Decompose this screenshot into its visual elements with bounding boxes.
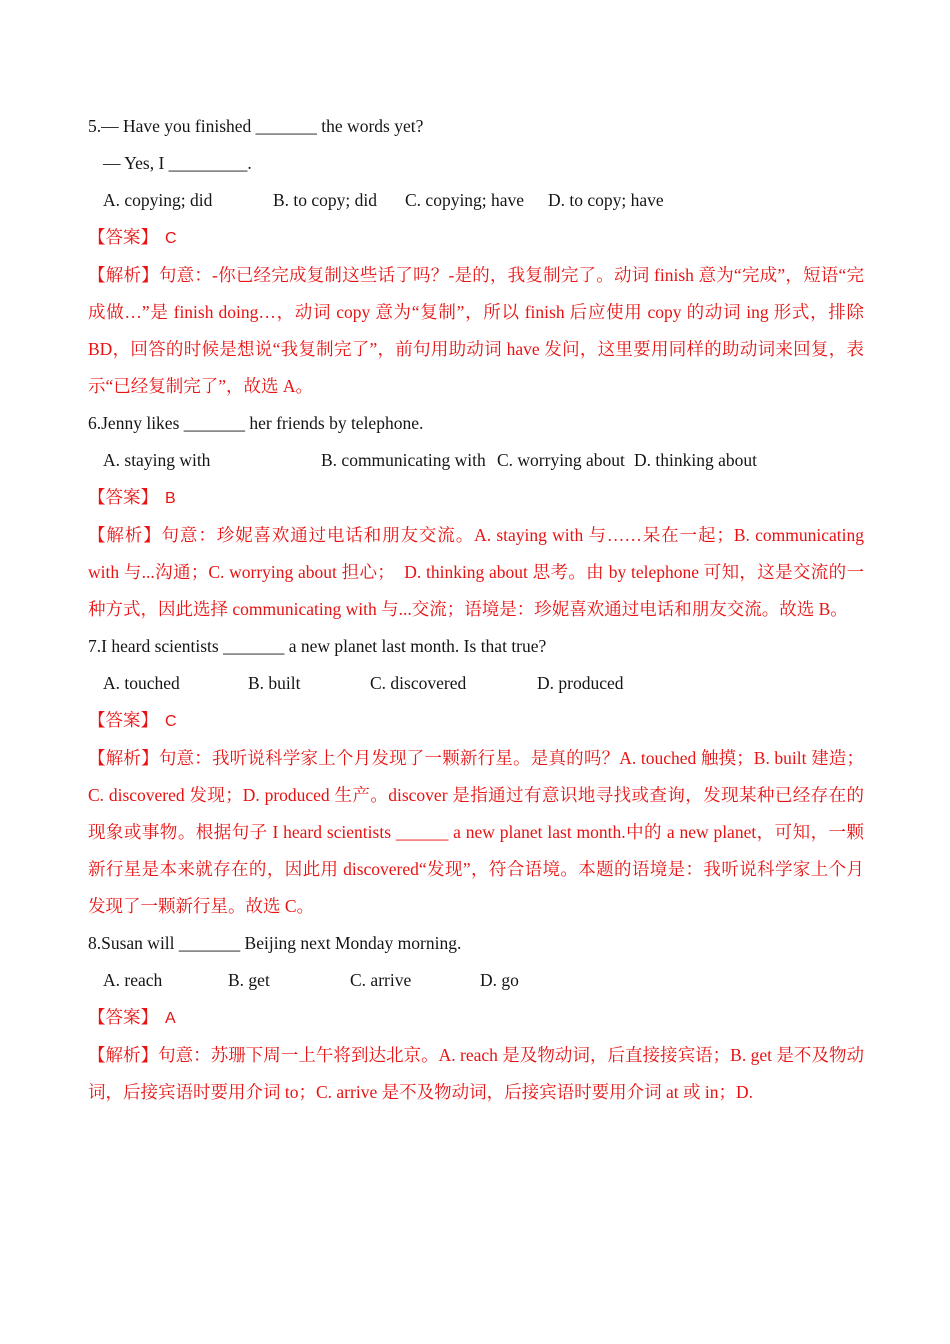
answer-label: 【答案】 [88, 227, 158, 247]
question-stem: 7.I heard scientists _______ a new planet last month. Is that true? [88, 636, 547, 656]
analysis-text: 句意：苏珊下周一上午将到达北京。A. reach 是及物动词，后直接接宾语；B. get 是不及物动词，后接宾语时要用介词 to；C. arrive 是不及物动词，后接宾语时要用介词 at 或 in；D. [88, 1045, 864, 1102]
analysis-paragraph [88, 517, 864, 628]
analysis-paragraph [88, 1037, 864, 1111]
option-item-b: B. to copy; did [273, 190, 378, 210]
answer-value: B [165, 490, 176, 507]
analysis-text: 句意：我听说科学家上个月发现了一颗新行星。是真的吗？A. touched 触摸；B. built 建造；C. discovered 发现；D. produced 生产。discover 是指通过有意识地寻找或查询，发现某种已经存在的现象或事物。根据句子 I heard scientists ______ a new planet last month.中的 a new planet，可知，一颗新行星是本来就存在的，因此用 discovered“发现”，符合语境。本题的语境是：我听说科学家上个月发现了一颗新行星。故选 C。 [88, 748, 865, 916]
option-item-a: A. copying; did [103, 190, 213, 210]
question-block-6 [88, 405, 864, 628]
question-stem-line2: — Yes, I _________. [103, 153, 252, 173]
question-stem: 8.Susan will _______ Beijing next Monday morning. [88, 933, 462, 953]
question-block-5 [88, 108, 864, 405]
analysis-paragraph [88, 740, 864, 925]
analysis-label: 【解析】 [88, 265, 159, 285]
analysis-label: 【解析】 [88, 748, 159, 768]
option-item-b: B. communicating with [321, 450, 486, 470]
answer-label: 【答案】 [88, 1007, 158, 1027]
answer-options-row [88, 442, 864, 479]
option-item-d: D. to copy; have [548, 190, 664, 210]
option-item-a: A. touched [103, 673, 180, 693]
answer-value: C [165, 230, 177, 247]
option-item-a: A. staying with [103, 450, 211, 470]
option-item-c: C. arrive [350, 970, 412, 990]
answer-options-row [88, 962, 864, 999]
answer-options-row [88, 665, 864, 702]
option-item-b: B. get [228, 970, 270, 990]
option-item-c: C. discovered [370, 673, 467, 693]
answer-value: C [165, 713, 177, 730]
analysis-label: 【解析】 [88, 1045, 159, 1065]
question-stem: 5.— Have you finished _______ the words yet? [88, 116, 424, 136]
analysis-paragraph [88, 257, 864, 405]
answer-line [88, 219, 864, 257]
option-item-d: D. produced [537, 673, 624, 693]
answer-options-row [88, 182, 864, 219]
answer-line [88, 479, 864, 517]
option-item-a: A. reach [103, 970, 163, 990]
question-stem: 6.Jenny likes _______ her friends by telephone. [88, 413, 424, 433]
answer-value: A [165, 1010, 176, 1027]
option-item-d: D. go [480, 970, 519, 990]
answer-line [88, 702, 864, 740]
answer-label: 【答案】 [88, 710, 158, 730]
option-item-c: C. copying; have [405, 190, 525, 210]
option-item-b: B. built [248, 673, 301, 693]
analysis-text: 句意：-你已经完成复制这些话了吗？-是的，我复制完了。动词 finish 意为“完成”，短语“完成做…”是 finish doing…，动词 copy 意为“复制”，所以 finish 后应使用 copy 的动词 ing 形式，排除 BD，回答的时候是想说“我复制完了”，前句用助动词 have 发问，这里要用同样的助动词来回复，表示“已经复制完了”，故选 A。 [88, 265, 864, 396]
question-block-7 [88, 628, 864, 925]
analysis-text: 句意：珍妮喜欢通过电话和朋友交流。A. staying with 与……呆在一起；B. communicating with 与...沟通；C. worrying about 担心； D. thinking about 思考。由 by telephone 可知，这是交流的一种方式，因此选择 communicating with 与...交流；语境是：珍妮喜欢通过电话和朋友交流。故选 B。 [88, 525, 865, 619]
option-item-d: D. thinking about [634, 450, 757, 470]
question-block-8 [88, 925, 864, 1111]
analysis-label: 【解析】 [88, 525, 162, 545]
answer-label: 【答案】 [88, 487, 158, 507]
option-item-c: C. worrying about [497, 450, 625, 470]
answer-line [88, 999, 864, 1037]
